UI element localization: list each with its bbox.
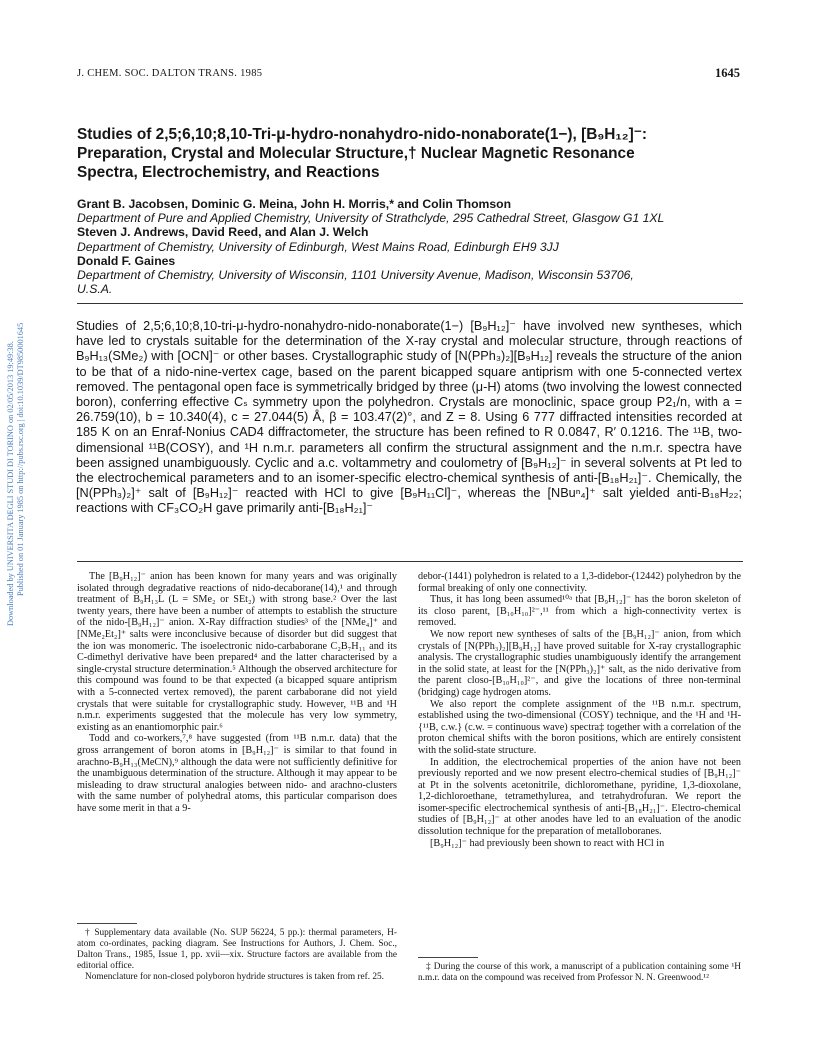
journal-header: J. CHEM. SOC. DALTON TRANS. 1985 — [77, 68, 263, 79]
body-paragraph: We also report the complete assignment of the ¹¹B n.m.r. spectrum, established using the two-dimensional (COSY) technique, and the ¹H and ¹H-{¹¹B, c.w.} (c.w. = continuous wave) spectra‡ together with a correlation of the proton chemical shifts with the boron positions, which are entirely consistent with the solid-state structure. — [418, 698, 741, 756]
page-number: 1645 — [715, 66, 740, 80]
footnote-left — [77, 928, 397, 983]
title-line-1: Studies of 2,5;6,10;8,10-Tri-μ-hydro-nonahydro-nido-nonaborate(1−), [B₉H₁₂]⁻: — [77, 126, 647, 143]
author-group-1: Grant B. Jacobsen, Dominic G. Meina, John H. Morris,* and Colin Thomson — [77, 197, 512, 211]
footnote-supplementary: † Supplementary data available (No. SUP 56224, 5 pp.): thermal parameters, H-atom co-ordinates, packing diagram. See Instructions for Authors, J. Chem. Soc., Dalton Trans., 1985, Issue 1, pp. xvii—xix. Structure factors are available from the editorial office. — [77, 928, 397, 971]
affiliation-3b: U.S.A. — [77, 282, 113, 297]
footnote-manuscript: ‡ During the course of this work, a manuscript of a publication containing some ¹H n.m.r. data on the compound was received from Professor N. N. Greenwood.¹² — [418, 962, 741, 983]
abstract: Studies of 2,5;6,10;8,10-tri-μ-hydro-nonahydro-nido-nonaborate(1−) [B₉H₁₂]⁻ have involved new syntheses, which have led to crystals suitable for the determination of the X-ray crystal and molecular structure, through reactions of B₉H₁₃(SMe₂) with [OCN]⁻ or other bases. Crystallographic study of [N(PPh₃)₂][B₉H₁₂] reveals the structure of the anion to be that of a nido-nine-vertex cage, based on the parent bicapped square antiprism with one 5-connected vertex removed. The pentagonal open face is symmetrically bridged by three (μ-H) atoms (two involving the lowest connected boron), conferring effective Cₛ symmetry upon the polyhedron. Crystals are monoclinic, space group P2₁/n, with a = 26.759(10), b = 10.340(4), c = 27.044(5) Å, β = 103.47(2)°, and Z = 8. Using 6 777 diffracted intensities recorded at 185 K on an Enraf-Nonius CAD4 diffractometer, the structure has been refined to R 0.0847, R′ 0.1216. The ¹¹B, two-dimensional ¹¹B(COSY), and ¹H n.m.r. parameters all confirm the structural assignment and the n.m.r. spectra have been assigned unambiguously. Cyclic and a.c. voltammetry and coulometry of [B₉H₁₂]⁻ in several solvents at Pt led to the electrochemical parameters and to an isomer-specific electro-chemical synthesis of anti-[B₁₈H₂₁]⁻. Chemically, the [N(PPh₃)₂]⁺ salt of [B₉H₁₂]⁻ reacted with HCl to give [B₉H₁₁Cl]⁻, whereas the [NBuⁿ₄]⁺ salt yielded anti-B₁₈H₂₂; reactions with CF₃CO₂H gave primarily anti-[B₁₈H₂₁]⁻ — [76, 319, 742, 516]
affiliation-1: Department of Pure and Applied Chemistry, University of Strathclyde, 295 Cathedral Street, Glasgow G1 1XL — [77, 211, 665, 226]
body-paragraph: In addition, the electrochemical properties of the anion have not been previously reported and we now present electro-chemical studies of [B₉H₁₂]⁻ at Pt in the solvents acetonitrile, dichloromethane, pyridine, 1,3-dioxolane, 1,2-dichloroethane, tetramethylurea, and tetrahydrofuran. We report the isomer-specific electrochemical synthesis of anti-[B₁₈H₂₁]⁻. Electro-chemical studies of [B₉H₁₂]⁻ at other anodes have led to an evaluation of the anodic dissolution technique for the preparation of metalloboranes. — [418, 756, 741, 838]
body-paragraph: [B₉H₁₂]⁻ had previously been shown to react with HCl in — [430, 837, 665, 849]
article-title — [77, 125, 743, 182]
author-block — [77, 197, 743, 296]
abstract-top-rule — [77, 303, 743, 304]
download-notice: Downloaded by UNIVERSITA DEGLI STUDI DI TORINO on 02/05/2013 19:49:38. — [6, 341, 15, 626]
download-watermark — [0, 0, 30, 1056]
body-paragraph: The [B₉H₁₂]⁻ anion has been known for many years and was originally isolated through degradative reactions of nido-decaborane(14),¹ and through treatment of B₉H₁₃L (L = SMe₂ or SEt₂) with strong base.² Over the last twenty years, there have been a number of attempts to establish the structure of the nido-[B₉H₁₂]⁻ anion. X-Ray diffraction studies³ of the [NMe₄]⁺ and [NMe₂Et₂]⁺ salts were inconclusive because of disorder but did suggest that the ion was monomeric. The isoelectronic nido-carbaborane C₂B₇H₁₁ and its C-dimethyl derivative have been prepared⁴ and the latter characterised by a single-crystal structure determination.⁵ Although the observed architecture for this compound was found to be that expected (a bicapped square antiprism with a 5-connected vertex removed), the parent carbaborane did not yield crystals that were suitable for crystallographic study. However, ¹¹B and ¹H n.m.r. experiments suggested that the molecule has very low symmetry, existing as an enantiomorphic pair.⁶ — [77, 571, 397, 733]
body-column-left — [77, 571, 397, 814]
body-paragraph: debor-(1441) polyhedron is related to a 1,3-didebor-(12442) polyhedron by the formal breaking of only one connectivity. — [418, 571, 741, 594]
footnote-right — [418, 962, 741, 984]
abstract-bottom-rule — [77, 561, 743, 562]
body-paragraph: Todd and co-workers,⁷,⁸ have suggested (from ¹¹B n.m.r. data) that the gross arrangement of boron atoms in [B₉H₁₂]⁻ is similar to that found in arachno-B₉H₁₃(MeCN),⁹ although the data were not sufficiently definitive for the unambiguous determination of the structure. Although it may appear to be misleading to draw structural analogies between nido- and arachno-clusters with the same number of polyhedral atoms, this particular comparison does have some merit in that a 9- — [77, 733, 397, 814]
affiliation-2: Department of Chemistry, University of Edinburgh, West Mains Road, Edinburgh EH9 3JJ — [77, 239, 559, 254]
footnote-rule-left — [77, 923, 137, 924]
title-line-2: Preparation, Crystal and Molecular Structure,† Nuclear Magnetic Resonance — [77, 145, 635, 162]
footnote-nomenclature: Nomenclature for non-closed polyboron hydride structures is taken from ref. 25. — [85, 972, 384, 982]
author-group-2: Steven J. Andrews, David Reed, and Alan J. Welch — [77, 225, 369, 240]
author-group-3: Donald F. Gaines — [77, 253, 176, 268]
footnote-rule-right — [418, 957, 478, 958]
affiliation-3a: Department of Chemistry, University of Wisconsin, 1101 University Avenue, Madison, Wisconsin 53706, — [77, 268, 634, 283]
body-paragraph: Thus, it has long been assumed¹⁰ᵃ that [B₉H₁₂]⁻ has the boron skeleton of its closo parent, [B₁₀H₁₀]²⁻,¹¹ from which a high-connectivity vertex is removed. — [418, 594, 741, 629]
doi-notice: Published on 01 January 1985 on http://pubs.rsc.org | doi:10.1039/DT9850001645 — [16, 322, 25, 596]
body-paragraph: We now report new syntheses of salts of the [B₉H₁₂]⁻ anion, from which crystals of [N(PPh₃)₂][B₉H₁₂] have proved suitable for X-ray crystallographic analysis. The crystallographic studies unambiguously identify the arrangement in the solid state, at least for the [N(PPh₃)₂]⁺ salt, as the nido derivative from the parent closo-[B₁₀H₁₀]²⁻, and give the locations of three non-terminal (bridging) cage hydrogen atoms. — [418, 628, 741, 698]
body-column-right — [418, 571, 741, 849]
title-line-3: Spectra, Electrochemistry, and Reactions — [77, 164, 380, 181]
